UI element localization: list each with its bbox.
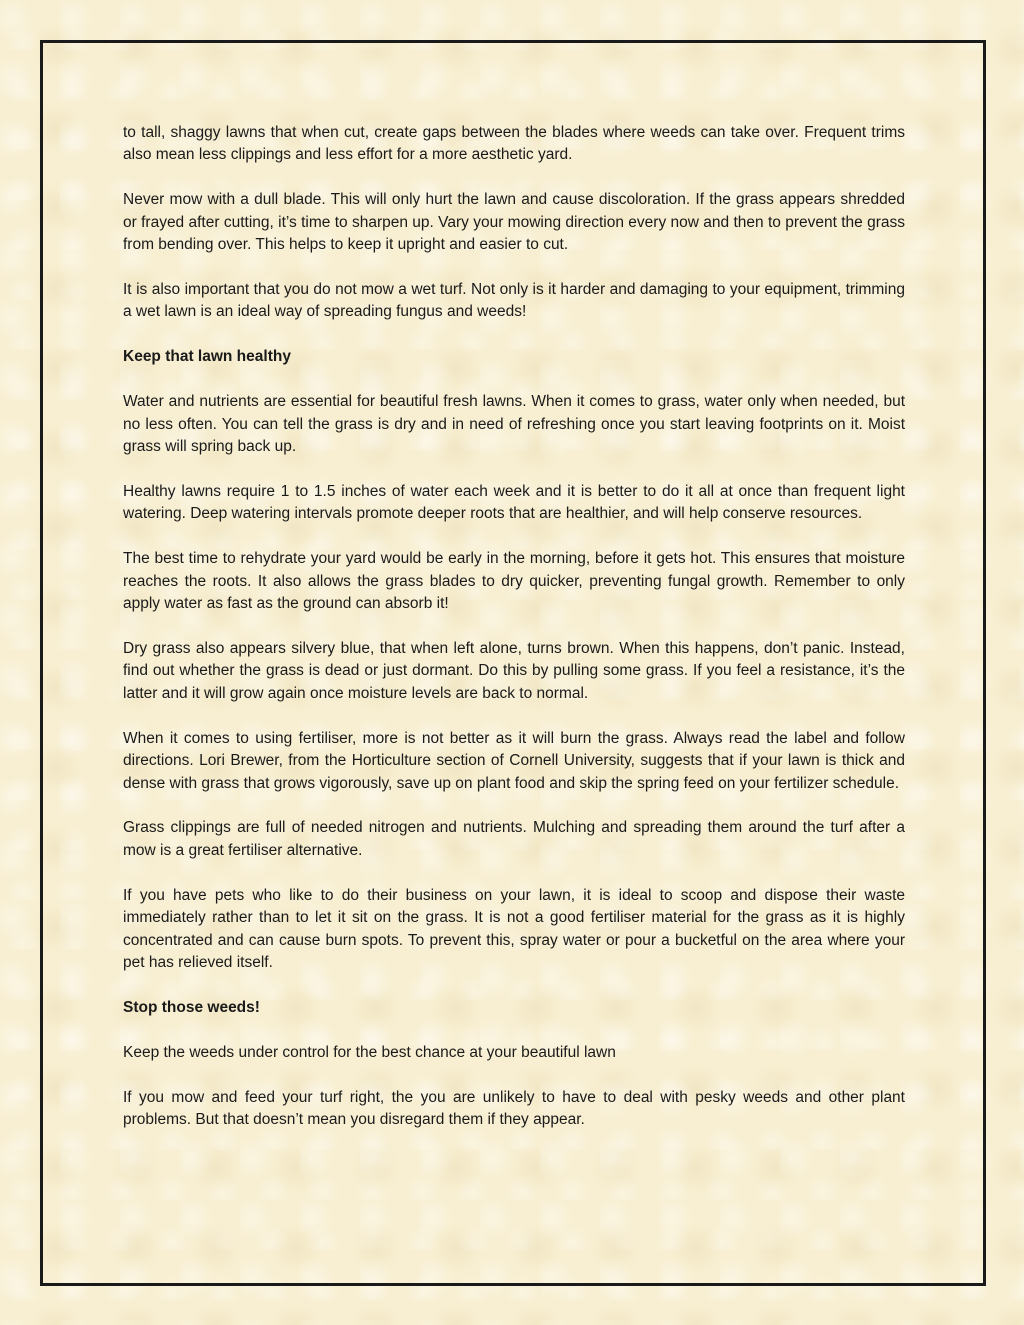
body-paragraph: Healthy lawns require 1 to 1.5 inches of water each week and it is better to do it all at once than frequent light watering. Deep watering intervals promote deeper roots that are healthier, and will help conserve resources. (123, 482, 905, 523)
body-paragraph: Keep the weeds under control for the best chance at your beautiful lawn (123, 1043, 616, 1061)
body-paragraph: to tall, shaggy lawns that when cut, create gaps between the blades where weeds can take over. Frequent trims also mean less clippings and less effort for a more aesthetic yard. (123, 124, 905, 164)
body-paragraph: The best time to rehydrate your yard would be early in the morning, before it gets hot. This ensures that moisture reaches the roots. It also allows the grass blades to dry quicker, preventing fungal growth. Remember to only apply water as fast as the ground can absorb it! (123, 550, 905, 613)
body-paragraph: It is also important that you do not mow a wet turf. Not only is it harder and damaging to your equipment, trimming a wet lawn is an ideal way of spreading fungus and weeds! (123, 281, 905, 321)
body-paragraph: Never mow with a dull blade. This will only hurt the lawn and cause discoloration. If the grass appears shredded or frayed after cutting, it’s time to sharpen up. Vary your mowing direction every now and then to prevent the grass from bending over. This helps to keep it upright and easier to cut. (123, 191, 905, 254)
article-body (123, 122, 905, 1154)
body-paragraph: Grass clippings are full of needed nitrogen and nutrients. Mulching and spreading them around the turf after a mow is a great fertiliser alternative. (123, 819, 905, 859)
body-paragraph: When it comes to using fertiliser, more is not better as it will burn the grass. Always read the label and follow directions. Lori Brewer, from the Horticulture section of Cornell University, suggests that if your lawn is thick and dense with grass that grows vigorously, save up on plant food and skip the spring feed on your fertilizer schedule. (123, 729, 905, 792)
page-border (40, 40, 986, 1286)
section-heading: Keep that lawn healthy (123, 348, 291, 366)
body-paragraph: Water and nutrients are essential for beautiful fresh lawns. When it comes to grass, water only when needed, but no less often. You can tell the grass is dry and in need of refreshing once you start leaving footprints on it. Moist grass will spring back up. (123, 393, 905, 456)
body-paragraph: If you mow and feed your turf right, the you are unlikely to have to deal with pesky weeds and other plant problems. But that doesn’t mean you disregard them if they appear. (123, 1088, 905, 1129)
section-heading: Stop those weeds! (123, 998, 260, 1016)
body-paragraph: Dry grass also appears silvery blue, that when left alone, turns brown. When this happens, don’t panic. Instead, find out whether the grass is dead or just dormant. Do this by pulling some grass. If you feel a resistance, it’s the latter and it will grow again once moisture levels are back to normal. (123, 640, 905, 702)
body-paragraph: If you have pets who like to do their business on your lawn, it is ideal to scoop and dispose their waste immediately rather than to let it sit on the grass. It is not a good fertiliser material for the grass as it is highly concentrated and can cause burn spots. To prevent this, spray water or pour a bucketful on the area where your pet has relieved itself. (123, 886, 905, 971)
